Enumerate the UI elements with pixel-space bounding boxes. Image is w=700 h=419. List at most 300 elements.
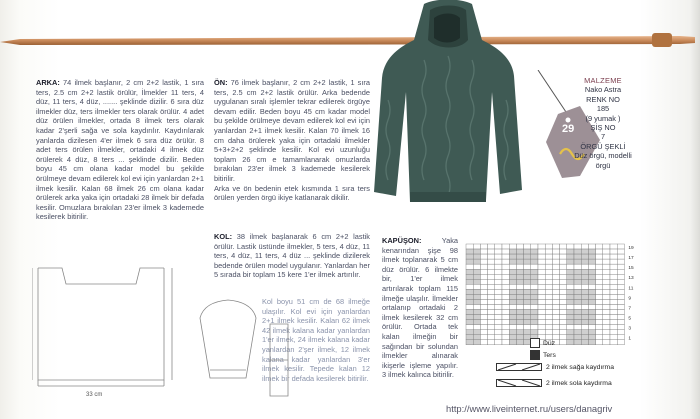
hood-schematic (266, 320, 294, 400)
chart-cell (603, 299, 610, 304)
chart-cell (509, 299, 516, 304)
chart-cell (545, 249, 552, 254)
chart-cell (495, 335, 502, 340)
chart-cell (531, 315, 538, 320)
chart-cell (560, 315, 567, 320)
chart-cell (545, 259, 552, 264)
chart-cell (560, 244, 567, 249)
chart-cell (603, 340, 610, 345)
chart-cell (617, 254, 624, 259)
chart-cell (531, 310, 538, 315)
chart-cell (488, 279, 495, 284)
chart-cell (596, 269, 603, 274)
chart-cell (588, 304, 595, 309)
chart-cell (466, 249, 473, 254)
chart-cell (581, 325, 588, 330)
chart-cell (588, 279, 595, 284)
legend-right-cross (496, 362, 614, 372)
chart-cell (596, 254, 603, 259)
chart-cell (581, 279, 588, 284)
chart-cell (560, 330, 567, 335)
chart-cell (538, 279, 545, 284)
chart-cell (588, 320, 595, 325)
chart-cell (495, 310, 502, 315)
chart-cell (538, 315, 545, 320)
chart-cell (516, 335, 523, 340)
chart-cell (596, 315, 603, 320)
chart-cell (574, 289, 581, 294)
chart-cell (560, 289, 567, 294)
chart-cell (509, 304, 516, 309)
chart-cell (552, 264, 559, 269)
chart-cell (552, 310, 559, 315)
chart-cell (488, 335, 495, 340)
chart-cell (502, 264, 509, 269)
chart-cell (509, 315, 516, 320)
chart-cell (502, 269, 509, 274)
chart-cell (524, 315, 531, 320)
chart-cell (617, 320, 624, 325)
sleeve-instructions (214, 232, 370, 280)
chart-cell (567, 335, 574, 340)
chart-cell (531, 259, 538, 264)
chart-cell (610, 340, 617, 345)
chart-cell (603, 289, 610, 294)
chart-cell (466, 310, 473, 315)
chart-cell (588, 335, 595, 340)
chart-cell (596, 320, 603, 325)
chart-cell (560, 259, 567, 264)
chart-cell (567, 310, 574, 315)
front-instructions (214, 78, 370, 203)
chart-cell (466, 254, 473, 259)
chart-cell (480, 244, 487, 249)
chart-cell (567, 289, 574, 294)
chart-cell (473, 315, 480, 320)
chart-cell (516, 259, 523, 264)
chart-cell (516, 330, 523, 335)
chart-cell (588, 325, 595, 330)
chart-cell (567, 274, 574, 279)
chart-cell (480, 264, 487, 269)
chart-cell (596, 304, 603, 309)
chart-cell (488, 325, 495, 330)
chart-cell (509, 310, 516, 315)
chart-cell (552, 249, 559, 254)
chart-cell (466, 330, 473, 335)
chart-cell (502, 279, 509, 284)
chart-cell (545, 299, 552, 304)
chart-cell (480, 269, 487, 274)
chart-cell (588, 274, 595, 279)
chart-cell (538, 269, 545, 274)
chart-cell (488, 315, 495, 320)
chart-cell (574, 335, 581, 340)
chart-cell (545, 315, 552, 320)
chart-row-number: 1 (628, 336, 632, 342)
back-heading: ARKA: (36, 78, 60, 87)
chart-cell (473, 340, 480, 345)
chart-row-number: 7 (628, 306, 632, 312)
chart-cell (531, 299, 538, 304)
chart-cell (509, 340, 516, 345)
chart-cell (610, 254, 617, 259)
chart-cell (524, 299, 531, 304)
chart-cell (524, 264, 531, 269)
chart-cell (560, 325, 567, 330)
chart-cell (480, 294, 487, 299)
chart-cell (516, 279, 523, 284)
chart-cell (466, 299, 473, 304)
legend-knit-label: Düz (543, 339, 556, 347)
chart-cell (473, 274, 480, 279)
chart-cell (617, 315, 624, 320)
chart-cell (524, 320, 531, 325)
chart-cell (545, 325, 552, 330)
body-schematic (32, 262, 180, 392)
legend-left-cross-label: 2 ilmek sola kaydırma (546, 379, 612, 387)
chart-cell (610, 259, 617, 264)
chart-cell (480, 259, 487, 264)
chart-cell (495, 254, 502, 259)
chart-cell (603, 320, 610, 325)
chart-cell (581, 320, 588, 325)
chart-cell (495, 289, 502, 294)
chart-cell (531, 254, 538, 259)
chart-cell (581, 299, 588, 304)
chart-cell (603, 274, 610, 279)
chart-cell (488, 284, 495, 289)
chart-cell (516, 320, 523, 325)
chart-cell (480, 289, 487, 294)
needle-number: 7 (600, 132, 606, 142)
chart-row-number: 17 (628, 256, 634, 262)
chart-cell (552, 330, 559, 335)
chart-cell (610, 325, 617, 330)
chart-cell (545, 294, 552, 299)
chart-cell (567, 264, 574, 269)
needle-label: ŞİŞ NO (590, 123, 616, 133)
chart-cell (567, 304, 574, 309)
chart-cell (466, 335, 473, 340)
chart-cell (495, 320, 502, 325)
chart-cell (473, 254, 480, 259)
chart-cell (531, 304, 538, 309)
chart-cell (495, 330, 502, 335)
chart-cell (516, 304, 523, 309)
chart-cell (610, 284, 617, 289)
sleeve-continued-text: Kol boyu 51 cm de 68 ilmeğe ulaşılır. Kol evi için yanlardan 2+1 ilmek kesilir. Kalan 62 ilmek 42 ilmek kalana kadar yanlardan 1'er ilmek, 24 ilmek kalana kadar yanlardan 2'şer ilmek, 12 ilmek kalana kadar yanlardan 3'er ilmek kesilir. Tepede kalan 12 ilmek bir defada kesilerek bitirilir. (262, 297, 370, 383)
chart-cell (495, 294, 502, 299)
width-dimension: 33 cm (86, 392, 103, 398)
chart-cell (509, 320, 516, 325)
chart-cell (509, 279, 516, 284)
chart-cell (488, 299, 495, 304)
chart-cell (473, 320, 480, 325)
chart-cell (509, 284, 516, 289)
chart-cell (516, 294, 523, 299)
chart-cell (574, 259, 581, 264)
chart-cell (538, 294, 545, 299)
chart-cell (502, 340, 509, 345)
chart-cell (574, 299, 581, 304)
chart-cell (538, 310, 545, 315)
chart-cell (545, 274, 552, 279)
chart-cell (567, 249, 574, 254)
chart-cell (516, 264, 523, 269)
chart-cell (502, 330, 509, 335)
front-text: 76 ilmek başlanır, 2 cm 2+2 lastik, 1 sıra ters, 2.5 cm 2+2 lastik örülür. Arka bedende uygulanan sıralı işlemler tekrar edilerek örgüye devam edilir. Beden boyu 45 cm kadar model bu şekilde örülmeye devam edilerek kol evi için yanlardan 2+1 ilmek kesilir. Kalan 70 ilmek 16 cm daha örülerek yaka için ortadaki ilmekler 5+3+2+2 şeklinde kesilir. Kol evi uzunluğu toplam 26 cm e tamamlanarak omuzlarda bırakılan 23'er ilmek 3 kademede kesilerek bitirilir. (214, 78, 370, 183)
chart-cell (610, 299, 617, 304)
chart-cell (473, 330, 480, 335)
chart-cell (509, 289, 516, 294)
chart-cell (531, 325, 538, 330)
chart-cell (610, 264, 617, 269)
chart-cell (495, 249, 502, 254)
chart-row-number: 19 (628, 246, 634, 251)
chart-cell (545, 279, 552, 284)
chart-cell (531, 269, 538, 274)
chart-cell (567, 320, 574, 325)
chart-cell (603, 310, 610, 315)
materials-box (570, 76, 636, 170)
chart-cell (610, 335, 617, 340)
chart-cell (603, 284, 610, 289)
chart-cell (581, 315, 588, 320)
chart-cell (552, 304, 559, 309)
chart-cell (560, 294, 567, 299)
chart-cell (480, 335, 487, 340)
chart-cell (617, 340, 624, 345)
chart-cell (567, 254, 574, 259)
chart-cell (466, 284, 473, 289)
chart-cell (581, 304, 588, 309)
chart-cell (495, 315, 502, 320)
chart-cell (596, 249, 603, 254)
chart-cell (552, 254, 559, 259)
chart-cell (466, 244, 473, 249)
chart-cell (596, 259, 603, 264)
chart-cell (524, 330, 531, 335)
legend-knit (530, 338, 555, 348)
chart-cell (524, 325, 531, 330)
chart-cell (581, 264, 588, 269)
chart-cell (560, 299, 567, 304)
chart-cell (466, 264, 473, 269)
chart-cell (531, 294, 538, 299)
chart-cell (603, 315, 610, 320)
chart-cell (531, 264, 538, 269)
chart-cell (588, 294, 595, 299)
chart-cell (581, 310, 588, 315)
chart-cell (488, 254, 495, 259)
chart-cell (538, 320, 545, 325)
chart-cell (574, 254, 581, 259)
chart-cell (531, 320, 538, 325)
chart-cell (509, 294, 516, 299)
chart-cell (545, 310, 552, 315)
chart-cell (495, 244, 502, 249)
chart-cell (581, 274, 588, 279)
chart-cell (516, 269, 523, 274)
chart-cell (473, 259, 480, 264)
chart-cell (560, 269, 567, 274)
chart-cell (610, 304, 617, 309)
chart-cell (567, 269, 574, 274)
chart-cell (603, 335, 610, 340)
chart-cell (538, 249, 545, 254)
chart-cell (495, 299, 502, 304)
chart-cell (567, 284, 574, 289)
chart-cell (495, 269, 502, 274)
chart-cell (552, 274, 559, 279)
chart-cell (538, 274, 545, 279)
chart-cell (617, 299, 624, 304)
back-text: 74 ilmek başlanır, 2 cm 2+2 lastik, 1 sıra ters, 2.5 cm 2+2 lastik örülür, İlmekler 11 ters, 4 düz, 11 ters, 4 düz, ....... şeklinde dizilir. 6 sıra düz ilmekler düz, ters ilmekler ters olarak örülür. 4 adet düz örülen ilmekler, ortada 8 ilmek ters olarak kadar 2'şerli sağa ve sola kaydırılır. Kaydırılarak yanlarda dizilesen 4'er ilmek 6 sıra düz örülür. 8 adet ters örülen ilmekler, ortadaki 4 ilmek düz örülerek 4 düz, 8 ters ... şeklinde dizilir. Beden boyu 45 cm olana kadar model bu şekilde örülmeye devam edilerek kol evi için yanlardan 2+1 ilmek kesilir. Kalan 68 ilmek 26 cm olana kadar örülerek arka yaka için ortadaki 28 ilmek bir defada kesilir. Omuzlara bırakılan 23'er ilmek 3 kademede kesilerek bitirilir. (36, 78, 204, 222)
chart-cell (610, 279, 617, 284)
sleeve-schematic (196, 298, 260, 382)
chart-cell (560, 340, 567, 345)
chart-cell (538, 330, 545, 335)
chart-cell (509, 254, 516, 259)
chart-cell (488, 249, 495, 254)
purl-symbol-icon (530, 350, 540, 360)
chart-cell (531, 274, 538, 279)
chart-cell (560, 320, 567, 325)
chart-cell (509, 330, 516, 335)
chart-cell (603, 279, 610, 284)
chart-cell (581, 244, 588, 249)
chart-cell (488, 304, 495, 309)
chart-cell (524, 289, 531, 294)
chart-cell (581, 335, 588, 340)
sleeve-text: 38 ilmek başlanarak 6 cm 2+2 lastik örülür. Lastik üstünde ilmekler, 5 ters, 4 düz, 11 ters, 4 düz, 11 ters, 4 düz ... şeklinde dizilerek bedende örülen model uygulanır. Yanlardan her 5 sırada bir toplam 15 kere 1'er ilmek artırılır. (214, 232, 370, 280)
chart-cell (488, 259, 495, 264)
chart-cell (617, 264, 624, 269)
chart-cell (466, 269, 473, 274)
chart-cell (567, 340, 574, 345)
chart-cell (560, 335, 567, 340)
chart-cell (524, 279, 531, 284)
chart-cell (538, 289, 545, 294)
chart-cell (480, 330, 487, 335)
chart-cell (574, 315, 581, 320)
chart-cell (524, 284, 531, 289)
chart-cell (531, 249, 538, 254)
chart-cell (610, 249, 617, 254)
chart-cell (567, 244, 574, 249)
chart-cell (495, 264, 502, 269)
chart-row-number: 15 (628, 266, 634, 272)
chart-cell (473, 304, 480, 309)
chart-cell (488, 330, 495, 335)
chart-row-number: 5 (628, 316, 632, 322)
hooded-sweater-photo (364, 0, 532, 210)
chart-cell (574, 294, 581, 299)
chart-cell (531, 330, 538, 335)
chart-cell (502, 299, 509, 304)
materials-title: MALZEME (584, 76, 622, 85)
chart-cell (581, 259, 588, 264)
chart-cell (603, 330, 610, 335)
chart-cell (603, 249, 610, 254)
legend-left-cross (496, 378, 612, 388)
chart-cell (502, 254, 509, 259)
chart-cell (480, 284, 487, 289)
chart-cell (610, 294, 617, 299)
chart-cell (488, 310, 495, 315)
chart-cell (509, 335, 516, 340)
chart-cell (596, 284, 603, 289)
chart-cell (574, 264, 581, 269)
chart-cell (588, 340, 595, 345)
chart-cell (588, 330, 595, 335)
chart-cell (567, 315, 574, 320)
chart-cell (574, 279, 581, 284)
chart-cell (502, 274, 509, 279)
chart-cell (610, 289, 617, 294)
chart-grid (466, 244, 624, 345)
legend-purl (530, 350, 556, 360)
chart-cell (516, 289, 523, 294)
chart-cell (588, 249, 595, 254)
chart-cell (509, 264, 516, 269)
chart-cell (509, 244, 516, 249)
chart-cell (524, 294, 531, 299)
chart-cell (588, 310, 595, 315)
chart-cell (574, 310, 581, 315)
chart-cell (596, 310, 603, 315)
chart-cell (581, 254, 588, 259)
chart-cell (545, 244, 552, 249)
chart-cell (588, 259, 595, 264)
chart-cell (480, 274, 487, 279)
chart-cell (617, 259, 624, 264)
chart-cell (480, 325, 487, 330)
chart-cell (552, 289, 559, 294)
chart-cell (596, 299, 603, 304)
chart-cell (495, 259, 502, 264)
chart-cell (524, 274, 531, 279)
chart-cell (502, 310, 509, 315)
chart-cell (596, 325, 603, 330)
chart-cell (480, 340, 487, 345)
chart-cell (567, 299, 574, 304)
chart-cell (524, 269, 531, 274)
chart-cell (552, 244, 559, 249)
chart-cell (574, 330, 581, 335)
pattern-label: ÖRGÜ ŞEKLİ (580, 141, 626, 151)
chart-cell (531, 279, 538, 284)
chart-cell (617, 335, 624, 340)
chart-cell (502, 315, 509, 320)
chart-cell (516, 244, 523, 249)
chart-cell (567, 259, 574, 264)
chart-cell (466, 279, 473, 284)
chart-row-number: 13 (628, 276, 634, 282)
chart-cell (567, 279, 574, 284)
chart-cell (603, 254, 610, 259)
chart-cell (538, 254, 545, 259)
hood-instructions (382, 236, 458, 380)
chart-cell (466, 294, 473, 299)
chart-cell (574, 320, 581, 325)
chart-cell (617, 310, 624, 315)
chart-cell (617, 294, 624, 299)
tag-number: 29 (562, 123, 575, 135)
chart-cell (516, 254, 523, 259)
chart-cell (524, 259, 531, 264)
